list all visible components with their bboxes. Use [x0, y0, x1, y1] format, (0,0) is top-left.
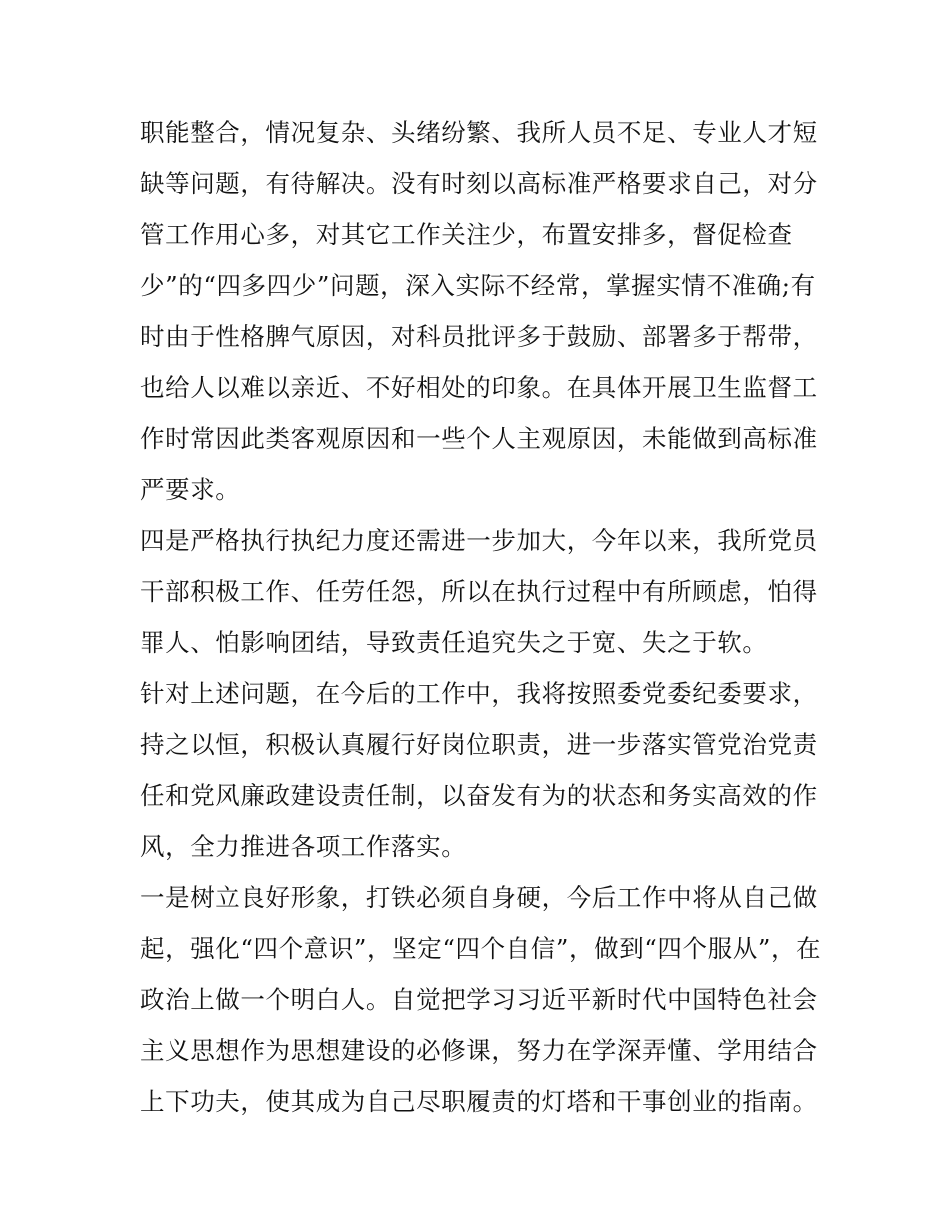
text-line: 任和党风廉政建设责任制，以奋发有为的状态和务实高效的作 [140, 781, 818, 810]
text-line: 一是树立良好形象，打铁必须自身硬，今后工作中将从自己做 [140, 883, 818, 912]
text-line: 也给人以难以亲近、不好相处的印象。在具体开展卫生监督工 [140, 373, 818, 402]
text-line: 政治上做一个明白人。自觉把学习习近平新时代中国特色社会 [140, 985, 818, 1014]
text-line: 主义思想作为思想建设的必修课，努力在学深弄懂、学用结合 [140, 1036, 818, 1065]
text-line: 上下功夫，使其成为自己尽职履责的灯塔和干事创业的指南。 [140, 1087, 818, 1116]
text-line: 四是严格执行执纪力度还需进一步加大，今年以来，我所党员 [140, 526, 818, 555]
text-line: 缺等问题，有待解决。没有时刻以高标准严格要求自己，对分 [140, 169, 818, 198]
text-line: 罪人、怕影响团结，导致责任追究失之于宽、失之于软。 [140, 628, 768, 657]
text-line: 针对上述问题，在今后的工作中，我将按照委党委纪委要求， [140, 679, 818, 708]
text-line: 少”的“四多四少”问题，深入实际不经常，掌握实情不准确;有 [140, 271, 816, 300]
text-line: 作时常因此类客观原因和一些个人主观原因，未能做到高标准 [140, 424, 818, 453]
text-line: 起，强化“四个意识”，坚定“四个自信”，做到“四个服从”，在 [140, 934, 822, 963]
text-line: 干部积极工作、任劳任怨，所以在执行过程中有所顾虑，怕得 [140, 577, 818, 606]
text-line: 时由于性格脾气原因，对科员批评多于鼓励、部署多于帮带， [140, 322, 818, 351]
text-line: 管工作用心多，对其它工作关注少，布置安排多，督促检查 [140, 220, 793, 249]
text-line: 风，全力推进各项工作落实。 [140, 832, 467, 861]
text-line: 职能整合，情况复杂、头绪纷繁、我所人员不足、专业人才短 [140, 118, 818, 147]
body-text [140, 107, 830, 1127]
text-line: 严要求。 [140, 475, 241, 504]
text-line: 持之以恒，积极认真履行好岗位职责，进一步落实管党治党责 [140, 730, 818, 759]
